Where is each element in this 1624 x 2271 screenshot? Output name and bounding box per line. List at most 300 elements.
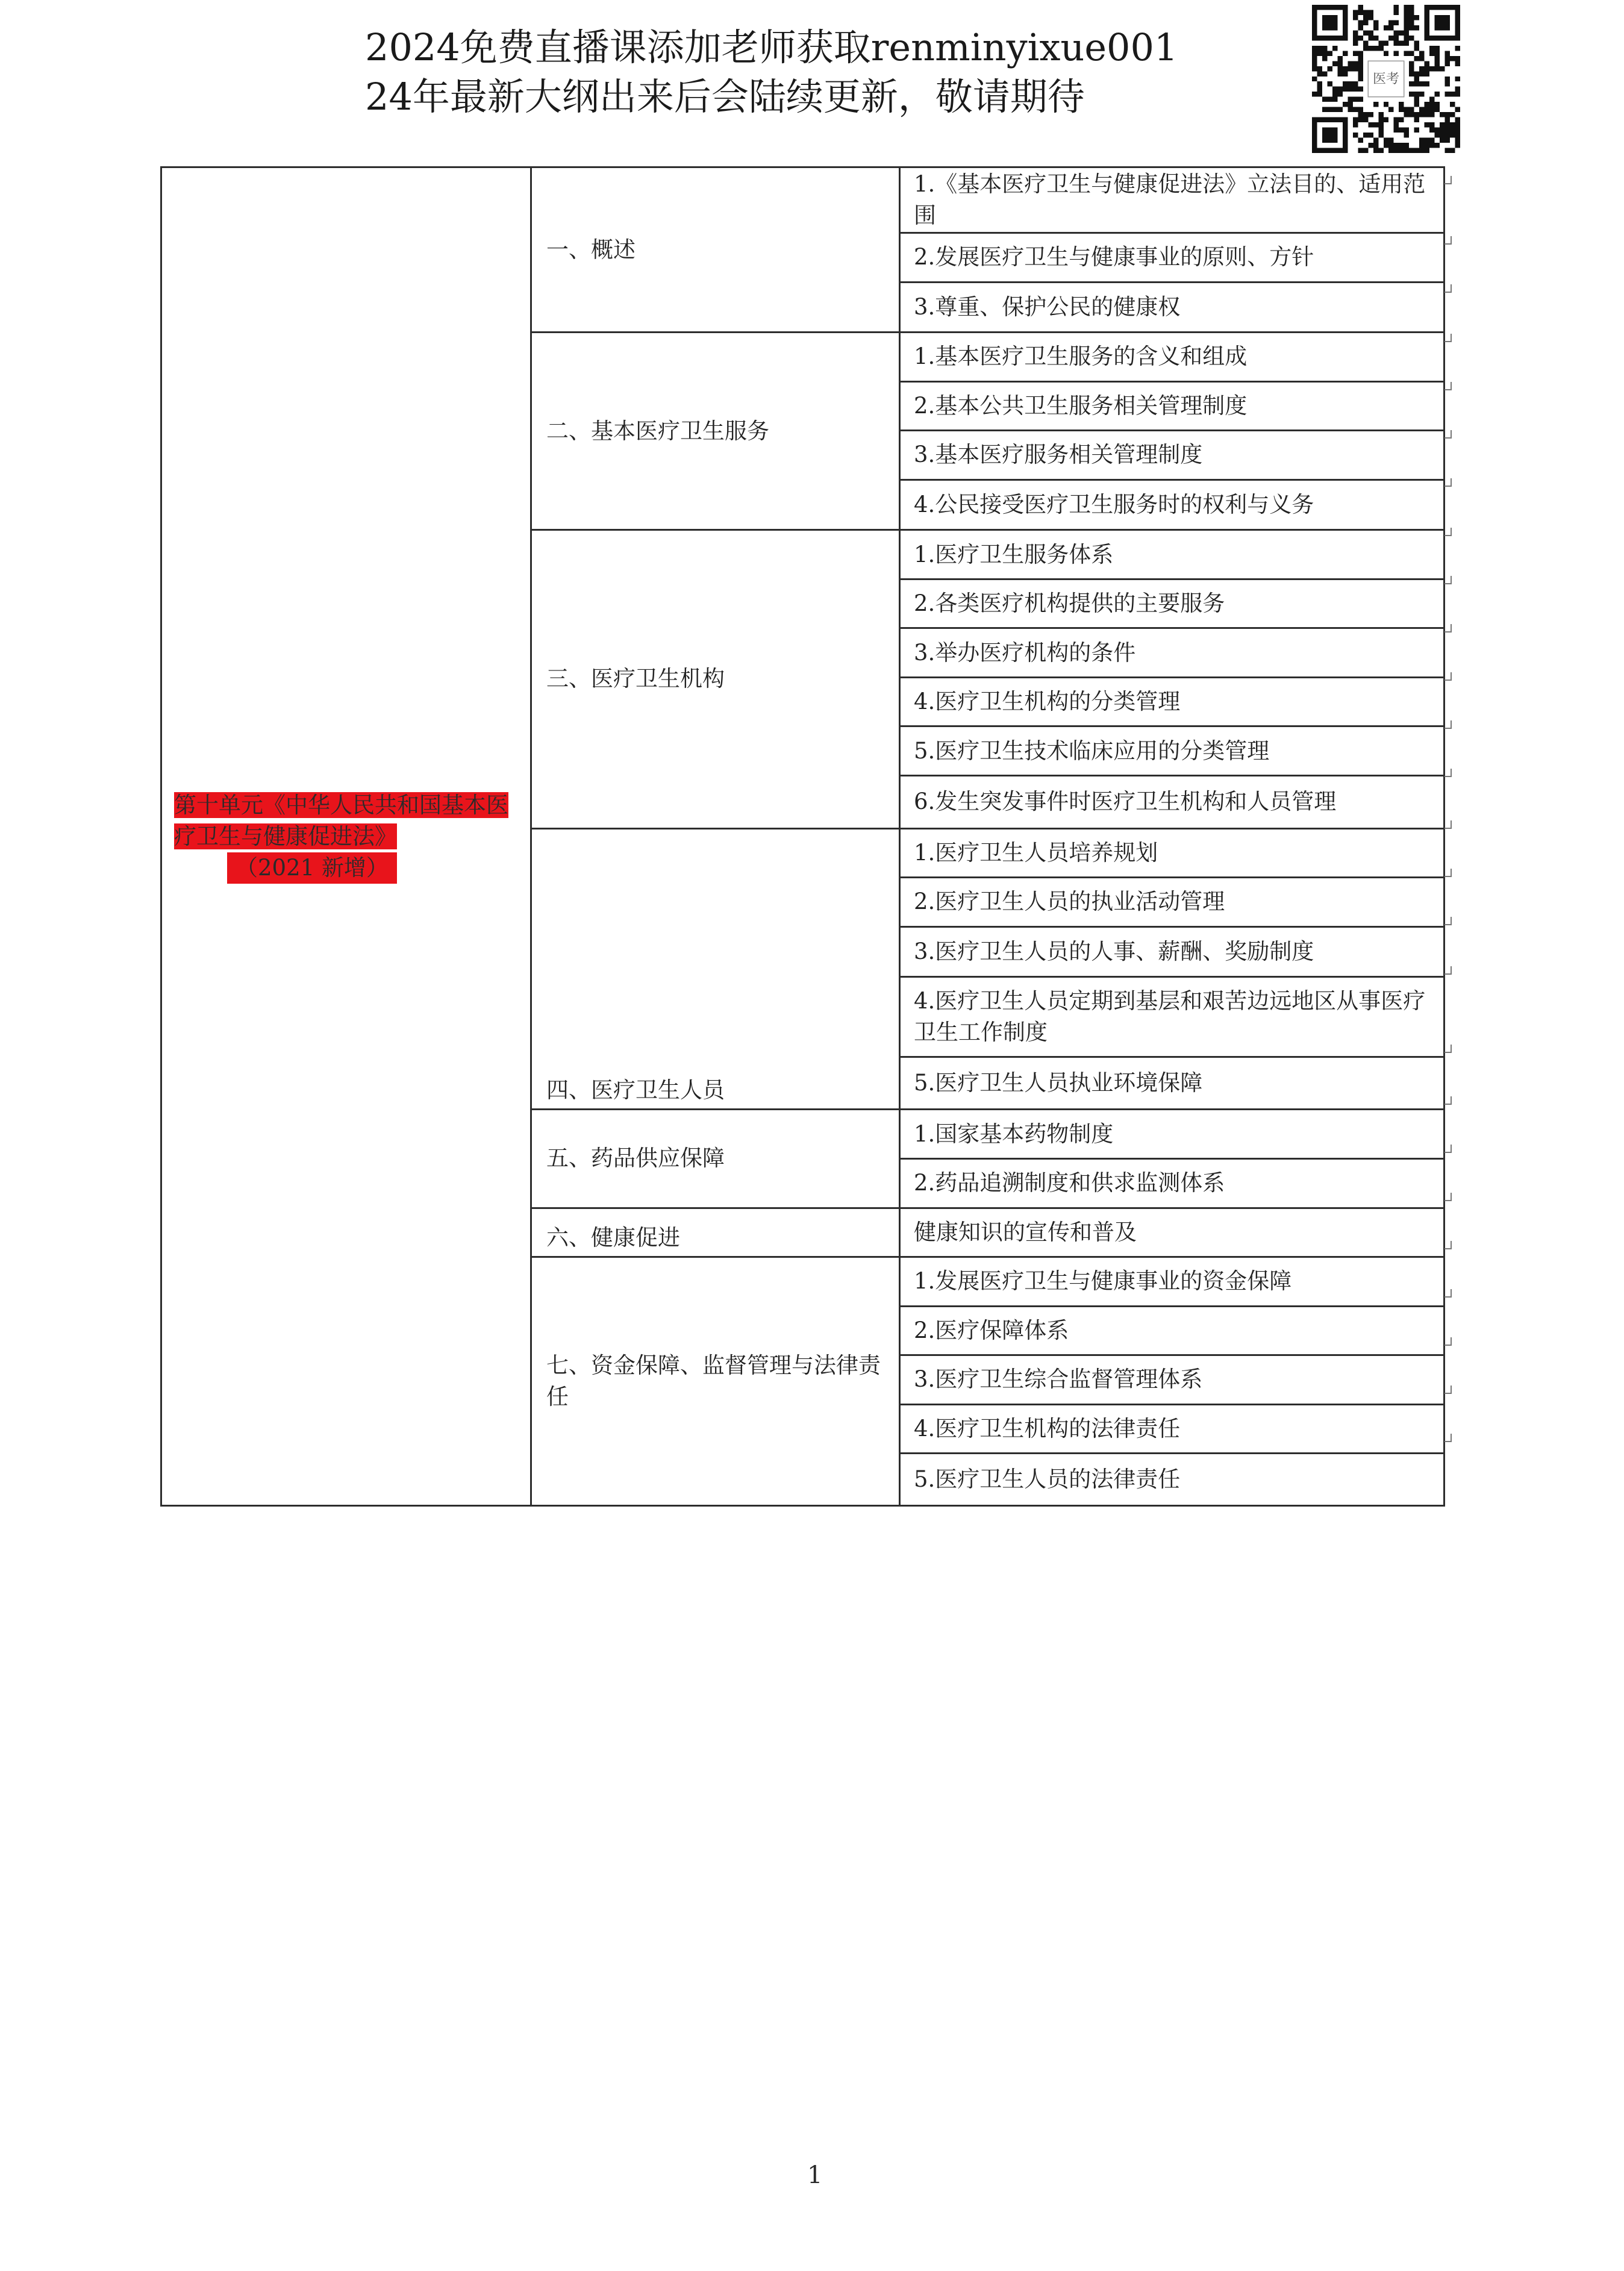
qr-module: [1322, 56, 1327, 61]
qr-module: [1312, 92, 1317, 96]
qr-module: [1429, 112, 1434, 117]
qr-module: [1425, 71, 1429, 76]
qr-module: [1363, 15, 1368, 20]
qr-module: [1358, 148, 1363, 153]
qr-module: [1409, 107, 1414, 112]
qr-module: [1394, 117, 1399, 122]
row-end-mark: [1444, 1096, 1452, 1105]
qr-code: [1310, 5, 1463, 153]
section-item: 5.医疗卫生技术临床应用的分类管理: [900, 726, 1444, 776]
qr-module: [1414, 81, 1419, 86]
qr-module: [1327, 97, 1332, 102]
qr-module: [1368, 112, 1373, 117]
qr-module: [1373, 122, 1378, 127]
qr-module: [1322, 71, 1327, 76]
qr-module: [1455, 128, 1460, 133]
section-item: 健康知识的宣传和普及: [900, 1208, 1444, 1257]
qr-module: [1317, 87, 1322, 92]
qr-module: [1312, 77, 1317, 81]
qr-module: [1378, 112, 1383, 117]
qr-module: [1394, 20, 1399, 25]
row-end-mark: [1444, 1241, 1452, 1249]
section-item: 2.药品追溯制度和供求监测体系: [900, 1158, 1444, 1208]
qr-module: [1399, 117, 1404, 122]
qr-module: [1429, 122, 1434, 127]
qr-module: [1445, 92, 1450, 96]
qr-module: [1409, 36, 1414, 40]
qr-module: [1317, 66, 1322, 71]
section-item: 1.医疗卫生服务体系: [900, 530, 1444, 579]
qr-module: [1455, 117, 1460, 122]
qr-module: [1322, 46, 1327, 51]
row-end-mark: [1444, 528, 1452, 536]
qr-module: [1414, 102, 1419, 107]
qr-module: [1312, 56, 1317, 61]
qr-module: [1358, 66, 1363, 71]
qr-module: [1378, 128, 1383, 133]
section-item: 3.医疗卫生综合监督管理体系: [900, 1355, 1444, 1405]
qr-module: [1363, 112, 1368, 117]
row-end-mark: [1444, 576, 1452, 584]
qr-module: [1384, 51, 1388, 55]
qr-module: [1394, 10, 1399, 14]
row-end-mark: [1444, 624, 1452, 633]
qr-module: [1343, 71, 1348, 76]
qr-module: [1332, 92, 1337, 96]
qr-module: [1317, 46, 1322, 51]
qr-module: [1445, 122, 1450, 127]
qr-module: [1425, 66, 1429, 71]
section-item: 1.国家基本药物制度: [900, 1110, 1444, 1159]
row-end-mark: [1444, 820, 1452, 829]
qr-module: [1337, 71, 1342, 76]
qr-module: [1384, 117, 1388, 122]
qr-module: [1368, 10, 1373, 14]
qr-module: [1394, 143, 1399, 148]
row-end-mark: [1444, 1434, 1452, 1442]
qr-module: [1388, 138, 1393, 143]
qr-module: [1353, 15, 1358, 20]
qr-module: [1343, 102, 1348, 107]
qr-module: [1409, 51, 1414, 55]
qr-module: [1373, 20, 1378, 25]
qr-module: [1384, 138, 1388, 143]
qr-module: [1368, 143, 1373, 148]
qr-module: [1312, 66, 1317, 71]
qr-module: [1404, 5, 1409, 10]
qr-module: [1373, 36, 1378, 40]
row-end-mark: [1444, 334, 1452, 342]
qr-module: [1337, 66, 1342, 71]
qr-module: [1409, 71, 1414, 76]
row-end-mark: [1444, 1385, 1452, 1394]
qr-module: [1373, 138, 1378, 143]
qr-module: [1358, 107, 1363, 112]
header-line-1: 2024免费直播课添加老师获取renminyixue001: [365, 25, 1178, 69]
qr-module: [1353, 97, 1358, 102]
qr-module: [1445, 148, 1450, 153]
section-item: 2.各类医疗机构提供的主要服务: [900, 579, 1444, 628]
qr-logo-text: 医考: [1372, 71, 1400, 87]
qr-module: [1409, 148, 1414, 153]
qr-module: [1358, 61, 1363, 66]
qr-module: [1343, 66, 1348, 71]
qr-module: [1317, 51, 1322, 55]
qr-module: [1388, 36, 1393, 40]
qr-module: [1435, 46, 1440, 51]
qr-module: [1348, 97, 1352, 102]
qr-module: [1394, 40, 1399, 45]
qr-module: [1435, 61, 1440, 66]
qr-module: [1409, 81, 1414, 86]
qr-module: [1322, 107, 1327, 112]
qr-module: [1455, 143, 1460, 148]
qr-module: [1368, 30, 1373, 35]
qr-module: [1353, 66, 1358, 71]
qr-module: [1445, 77, 1450, 81]
qr-module: [1429, 102, 1434, 107]
qr-module: [1419, 51, 1424, 55]
qr-module: [1353, 117, 1358, 122]
table-row: [161, 167, 1444, 233]
qr-module: [1409, 10, 1414, 14]
qr-module: [1353, 30, 1358, 35]
qr-module: [1337, 56, 1342, 61]
qr-module: [1312, 61, 1317, 66]
qr-module: [1419, 66, 1424, 71]
qr-module: [1399, 128, 1404, 133]
qr-module: [1419, 71, 1424, 76]
qr-module: [1388, 20, 1393, 25]
syllabus-table: [160, 166, 1445, 1507]
qr-module: [1414, 56, 1419, 61]
qr-module: [1378, 40, 1383, 45]
section-item: 3.举办医疗机构的条件: [900, 628, 1444, 678]
qr-module: [1429, 51, 1434, 55]
qr-module: [1358, 117, 1363, 122]
qr-module: [1363, 133, 1368, 137]
qr-module: [1353, 133, 1358, 137]
qr-module: [1419, 81, 1424, 86]
qr-module: [1445, 56, 1450, 61]
section-topic: 一、概述: [531, 167, 900, 333]
row-end-mark: [1444, 869, 1452, 877]
qr-module: [1414, 71, 1419, 76]
qr-module: [1373, 46, 1378, 51]
qr-module: [1450, 133, 1455, 137]
qr-module: [1419, 56, 1424, 61]
qr-module: [1429, 143, 1434, 148]
qr-module: [1414, 92, 1419, 96]
qr-module: [1353, 107, 1358, 112]
qr-module: [1363, 20, 1368, 25]
qr-module: [1414, 117, 1419, 122]
qr-module: [1353, 122, 1358, 127]
qr-module: [1445, 133, 1450, 137]
unit-note: （2021 新增）: [227, 852, 397, 884]
qr-module: [1404, 133, 1409, 137]
qr-module: [1404, 128, 1409, 133]
qr-module: [1404, 10, 1409, 14]
row-end-mark: [1444, 430, 1452, 439]
qr-module: [1363, 40, 1368, 45]
page-header: [365, 23, 1269, 122]
qr-module: [1404, 40, 1409, 45]
qr-module: [1378, 117, 1383, 122]
qr-module: [1358, 36, 1363, 40]
qr-module: [1332, 61, 1337, 66]
qr-module: [1435, 66, 1440, 71]
section-item: 3.尊重、保护公民的健康权: [900, 282, 1444, 333]
qr-module: [1425, 143, 1429, 148]
qr-module: [1353, 51, 1358, 55]
section-item: 5.医疗卫生人员的法律责任: [900, 1454, 1444, 1506]
qr-module: [1343, 51, 1348, 55]
row-end-mark: [1444, 1193, 1452, 1201]
qr-module: [1348, 87, 1352, 92]
qr-module: [1368, 36, 1373, 40]
qr-module: [1368, 133, 1373, 137]
qr-module: [1409, 92, 1414, 96]
qr-module: [1440, 138, 1444, 143]
qr-module: [1404, 112, 1409, 117]
qr-module: [1394, 51, 1399, 55]
qr-module: [1348, 61, 1352, 66]
section-item: 5.医疗卫生人员执业环境保障: [900, 1057, 1444, 1110]
qr-module: [1409, 25, 1414, 30]
qr-module: [1384, 102, 1388, 107]
qr-module: [1445, 128, 1450, 133]
qr-module: [1394, 122, 1399, 127]
qr-module: [1455, 133, 1460, 137]
qr-module: [1404, 30, 1409, 35]
qr-module: [1450, 102, 1455, 107]
qr-module: [1445, 112, 1450, 117]
section-topic: 三、医疗卫生机构: [531, 530, 900, 828]
qr-module: [1414, 40, 1419, 45]
row-end-mark: [1444, 1045, 1452, 1053]
qr-module: [1322, 51, 1327, 55]
qr-module: [1332, 107, 1337, 112]
qr-module: [1419, 112, 1424, 117]
qr-module: [1388, 143, 1393, 148]
qr-module: [1419, 143, 1424, 148]
qr-module: [1445, 61, 1450, 66]
qr-module: [1404, 25, 1409, 30]
row-end-mark: [1444, 236, 1452, 245]
qr-module: [1332, 87, 1337, 92]
qr-module: [1317, 71, 1322, 76]
section-topic: 四、医疗卫生人员: [531, 828, 900, 1110]
qr-module: [1450, 112, 1455, 117]
qr-module: [1373, 143, 1378, 148]
row-end-mark: [1444, 672, 1452, 681]
qr-module: [1399, 30, 1404, 35]
qr-module: [1348, 66, 1352, 71]
section-item: 2.发展医疗卫生与健康事业的原则、方针: [900, 233, 1444, 283]
qr-module: [1440, 122, 1444, 127]
unit-title: 第十单元《中华人民共和国基本医疗卫生与健康促进法》: [174, 792, 508, 849]
qr-module: [1414, 46, 1419, 51]
qr-module: [1337, 87, 1342, 92]
section-topic: 七、资金保障、监督管理与法律责任: [531, 1257, 900, 1506]
section-item: 6.发生突发事件时医疗卫生机构和人员管理: [900, 775, 1444, 828]
qr-module: [1394, 148, 1399, 153]
qr-module: [1450, 128, 1455, 133]
qr-module: [1435, 133, 1440, 137]
qr-module: [1455, 77, 1460, 81]
qr-module: [1353, 81, 1358, 86]
qr-module: [1414, 97, 1419, 102]
qr-module: [1440, 66, 1444, 71]
qr-module: [1368, 46, 1373, 51]
qr-module: [1394, 30, 1399, 35]
qr-module: [1455, 61, 1460, 66]
qr-module: [1322, 97, 1327, 102]
qr-module: [1425, 148, 1429, 153]
section-item: 1.《基本医疗卫生与健康促进法》立法目的、适用范围: [900, 167, 1444, 233]
header-line-2: 24年最新大纲出来后会陆续更新，敬请期待: [365, 75, 1085, 119]
qr-module: [1419, 92, 1424, 96]
qr-module: [1358, 138, 1363, 143]
qr-module: [1332, 97, 1337, 102]
row-end-mark: [1444, 720, 1452, 729]
qr-module: [1455, 87, 1460, 92]
qr-module: [1440, 112, 1444, 117]
qr-module: [1358, 10, 1363, 14]
qr-module: [1435, 143, 1440, 148]
qr-module: [1425, 81, 1429, 86]
qr-module: [1455, 46, 1460, 51]
qr-module: [1343, 81, 1348, 86]
section-item: 1.基本医疗卫生服务的含义和组成: [900, 333, 1444, 382]
section-topic: 五、药品供应保障: [531, 1110, 900, 1208]
qr-module: [1425, 122, 1429, 127]
qr-module: [1409, 61, 1414, 66]
qr-module: [1409, 112, 1414, 117]
qr-module: [1419, 107, 1424, 112]
qr-module: [1450, 122, 1455, 127]
qr-module: [1363, 46, 1368, 51]
qr-module: [1414, 15, 1419, 20]
qr-module: [1409, 15, 1414, 20]
qr-module: [1404, 20, 1409, 25]
section-item: 2.基本公共卫生服务相关管理制度: [900, 381, 1444, 431]
qr-module: [1404, 51, 1409, 55]
qr-module: [1353, 87, 1358, 92]
qr-module: [1409, 5, 1414, 10]
qr-module: [1425, 61, 1429, 66]
qr-module: [1455, 56, 1460, 61]
row-end-mark: [1444, 966, 1452, 975]
qr-module: [1368, 122, 1373, 127]
qr-module: [1414, 77, 1419, 81]
qr-module: [1358, 5, 1363, 10]
qr-module: [1353, 61, 1358, 66]
qr-module: [1373, 102, 1378, 107]
section-item: 4.医疗卫生机构的法律责任: [900, 1404, 1444, 1454]
qr-module: [1429, 138, 1434, 143]
qr-module: [1435, 56, 1440, 61]
row-end-mark: [1444, 478, 1452, 487]
qr-module: [1317, 81, 1322, 86]
qr-module: [1363, 10, 1368, 14]
qr-module: [1358, 71, 1363, 76]
qr-module: [1388, 107, 1393, 112]
qr-module: [1358, 25, 1363, 30]
qr-module: [1399, 143, 1404, 148]
qr-module: [1378, 122, 1383, 127]
qr-module: [1419, 148, 1424, 153]
qr-module: [1404, 36, 1409, 40]
qr-module: [1450, 148, 1455, 153]
row-end-mark: [1444, 176, 1452, 184]
qr-module: [1363, 117, 1368, 122]
qr-module: [1384, 40, 1388, 45]
qr-module: [1409, 66, 1414, 71]
section-item: 2.医疗卫生人员的执业活动管理: [900, 878, 1444, 927]
qr-module: [1399, 40, 1404, 45]
qr-module: [1414, 25, 1419, 30]
qr-module: [1343, 87, 1348, 92]
qr-module: [1353, 10, 1358, 14]
qr-module: [1435, 102, 1440, 107]
row-end-mark: [1444, 1337, 1452, 1346]
qr-module: [1404, 143, 1409, 148]
qr-module: [1353, 36, 1358, 40]
qr-module: [1332, 46, 1337, 51]
qr-module: [1455, 122, 1460, 127]
qr-module: [1373, 25, 1378, 30]
qr-module: [1450, 56, 1455, 61]
qr-module: [1363, 148, 1368, 153]
qr-module: [1429, 66, 1434, 71]
qr-module: [1358, 20, 1363, 25]
qr-module: [1445, 81, 1450, 86]
qr-module: [1378, 46, 1383, 51]
row-end-mark: [1444, 769, 1452, 777]
qr-module: [1358, 97, 1363, 102]
qr-module: [1358, 51, 1363, 55]
qr-module: [1358, 112, 1363, 117]
qr-module: [1399, 102, 1404, 107]
qr-module: [1429, 128, 1434, 133]
section-item: 3.基本医疗服务相关管理制度: [900, 431, 1444, 480]
qr-module: [1327, 107, 1332, 112]
qr-module: [1312, 51, 1317, 55]
qr-module: [1399, 148, 1404, 153]
row-end-mark: [1444, 1145, 1452, 1153]
qr-module: [1353, 40, 1358, 45]
qr-module: [1450, 92, 1455, 96]
qr-module: [1429, 97, 1434, 102]
qr-module: [1317, 92, 1322, 96]
qr-module: [1455, 138, 1460, 143]
qr-module: [1384, 143, 1388, 148]
qr-module: [1348, 102, 1352, 107]
section-item: 2.医疗保障体系: [900, 1306, 1444, 1355]
section-item: 4.公民接受医疗卫生服务时的权利与义务: [900, 480, 1444, 530]
qr-module: [1348, 81, 1352, 86]
qr-module: [1358, 87, 1363, 92]
qr-module: [1348, 107, 1352, 112]
qr-module: [1445, 51, 1450, 55]
section-topic: 二、基本医疗卫生服务: [531, 333, 900, 530]
qr-module: [1358, 56, 1363, 61]
qr-module: [1368, 15, 1373, 20]
qr-module: [1404, 148, 1409, 153]
qr-module: [1378, 148, 1383, 153]
